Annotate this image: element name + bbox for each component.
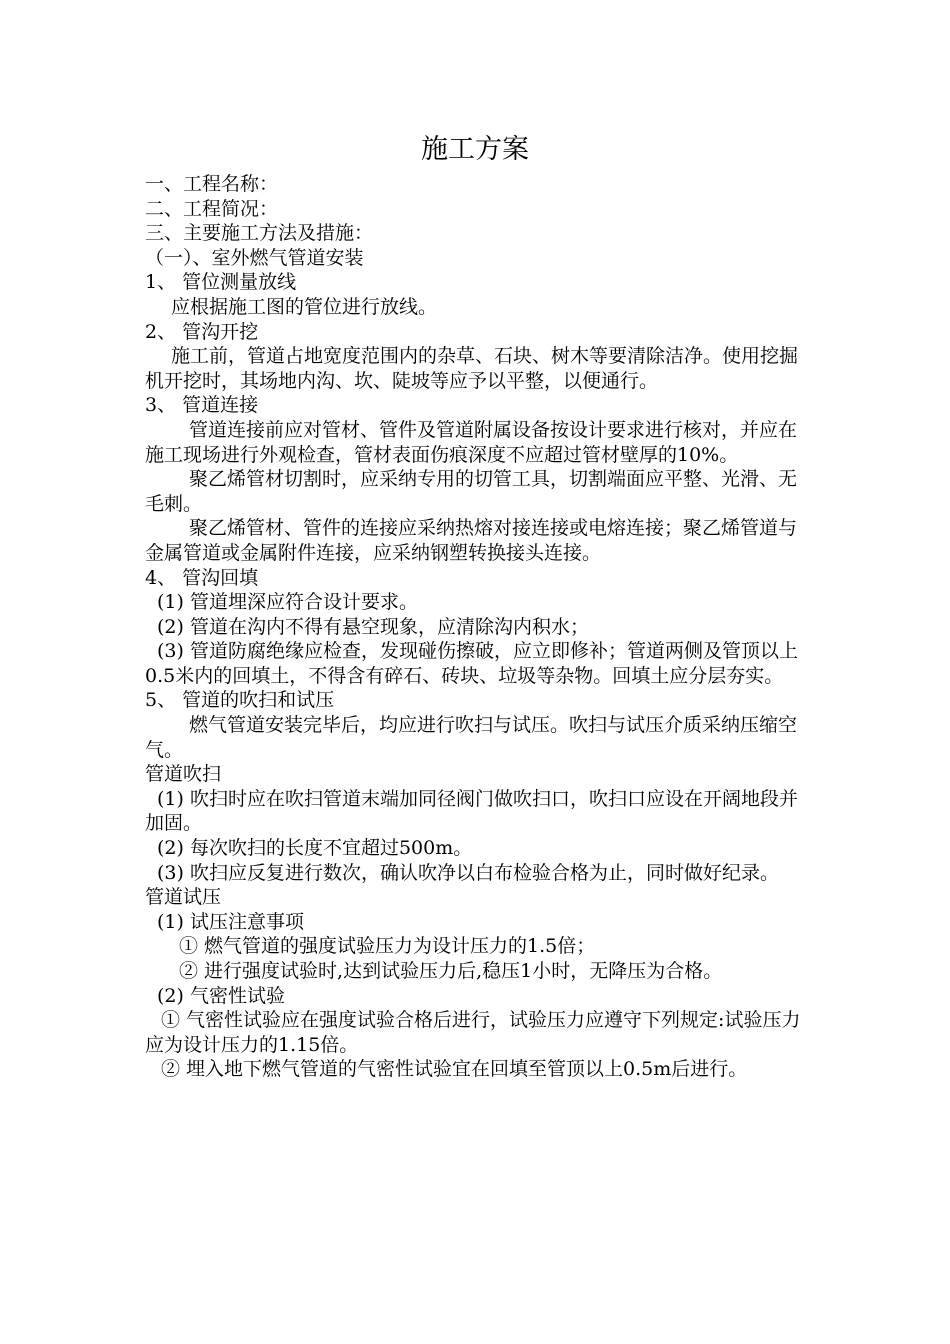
list-item: (2) 管道在沟内不得有悬空现象，应清除沟内积水； xyxy=(157,615,589,638)
list-item: (3) 管道防腐绝缘应检查，发现碰伤擦破，应立即修补；管道两侧及管顶以上0.5米内的回填土，不得含有碎石、砖块、垃圾等杂物。回填土应分层夯实。 xyxy=(145,640,798,687)
section-heading-construction-methods: 三、主要施工方法及措施： xyxy=(145,222,374,245)
paragraph: 聚乙烯管材、管件的连接应采纳热熔对接连接或电熔连接；聚乙烯管道与金属管道或金属附件连接，应采纳钢塑转换接头连接。 xyxy=(145,517,798,564)
section-heading-project-name: 一、工程名称： xyxy=(145,173,279,195)
item-heading-3: 3、 管道连接 xyxy=(145,394,259,417)
item-heading-2: 2、 管沟开挖 xyxy=(145,320,259,343)
list-item: (2) 每次吹扫的长度不宜超过500m。 xyxy=(157,837,473,860)
document-title: 施工方案 xyxy=(421,134,529,165)
subheading-pressure-test: 管道试压 xyxy=(145,886,222,909)
paragraph: 应根据施工图的管位进行放线。 xyxy=(171,295,438,318)
list-item: ② 进行强度试验时,达到试验压力后,稳压1小时，无降压为合格。 xyxy=(179,960,723,982)
list-item: ① 气密性试验应在强度试验合格后进行，试验压力应遵守下列规定:试验压力应为设计压力的1.15倍。 xyxy=(145,1009,801,1056)
item-heading-1: 1、 管位测量放线 xyxy=(145,271,297,294)
paragraph: 燃气管道安装完毕后，均应进行吹扫与试压。吹扫与试压介质采纳压缩空气。 xyxy=(145,714,798,761)
paragraph: 聚乙烯管材切割时，应采纳专用的切管工具，切割端面应平整、光滑、无毛刺。 xyxy=(145,468,798,515)
list-item: ① 燃气管道的强度试验压力为设计压力的1.5倍； xyxy=(179,935,596,958)
list-item: (1) 吹扫时应在吹扫管道末端加同径阀门做吹扫口，吹扫口应设在开阔地段并加固。 xyxy=(145,787,798,835)
paragraph: 管道连接前应对管材、管件及管道附属设备按设计要求进行核对，并应在施工现场进行外观检查，管材表面伤痕深度不应超过管材壁厚的10%。 xyxy=(145,418,798,466)
paragraph: 施工前，管道占地宽度范围内的杂草、石块、树木等要清除洁净。使用挖掘机开挖时，其场地内沟、坎、陡坡等应予以平整，以便通行。 xyxy=(145,345,799,392)
list-item: (2) 气密性试验 xyxy=(157,984,285,1007)
list-item: (1) 管道埋深应符合设计要求。 xyxy=(157,591,418,614)
section-heading-project-overview: 二、工程简况： xyxy=(145,197,279,220)
list-item: (1) 试压注意事项 xyxy=(157,910,304,933)
item-heading-4: 4、 管沟回填 xyxy=(145,566,259,589)
document-body xyxy=(145,172,813,1082)
subsection-heading-outdoor-gas-pipe: （一）、室外燃气管道安装 xyxy=(145,246,364,269)
subheading-pipe-purging: 管道吹扫 xyxy=(145,763,222,786)
list-item: (3) 吹扫应反复进行数次，确认吹净以白布检验合格为止，同时做好纪录。 xyxy=(157,861,779,884)
list-item: ② 埋入地下燃气管道的气密性试验宜在回填至管顶以上0.5m后进行。 xyxy=(161,1058,748,1081)
item-heading-5: 5、 管道的吹扫和试压 xyxy=(145,689,335,712)
